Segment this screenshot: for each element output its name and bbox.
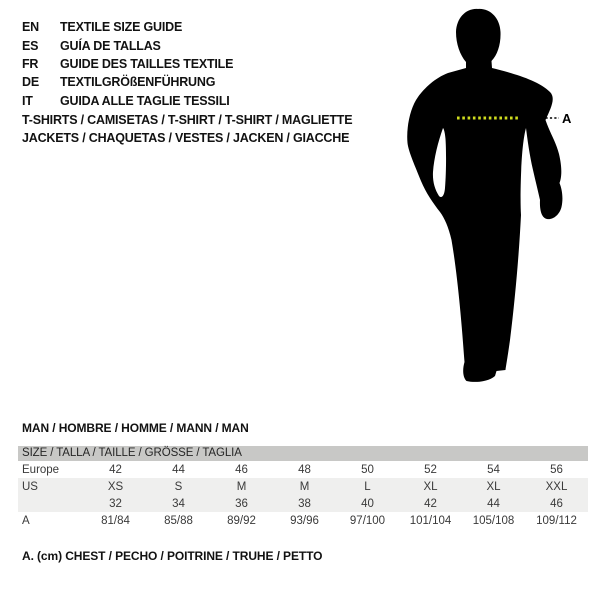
size-cell: 46	[235, 463, 248, 476]
size-cell: 46	[550, 497, 563, 510]
table-row	[18, 495, 588, 512]
language-row	[22, 36, 233, 54]
language-list	[22, 18, 233, 110]
size-cell: 48	[298, 463, 311, 476]
size-cell: 105/108	[472, 514, 515, 527]
category-lines	[22, 111, 352, 148]
row-label: A	[22, 514, 30, 527]
size-cell: XL	[423, 480, 438, 493]
size-cell: XXL	[545, 480, 568, 493]
language-code: FR	[22, 56, 39, 71]
size-cell: 54	[487, 463, 500, 476]
size-cell: 34	[172, 497, 185, 510]
man-silhouette	[407, 9, 562, 382]
size-cell: 93/96	[290, 514, 319, 527]
size-cell: 56	[550, 463, 563, 476]
size-table-body	[18, 461, 588, 529]
language-code: DE	[22, 75, 39, 90]
category-jackets: JACKETS / CHAQUETAS / VESTES / JACKEN / GIACCHE	[22, 131, 350, 146]
size-cell: 50	[361, 463, 374, 476]
size-cell: 32	[109, 497, 122, 510]
size-cell: 89/92	[227, 514, 256, 527]
language-row	[22, 18, 233, 36]
size-cell: 44	[487, 497, 500, 510]
section-title-man: MAN / HOMBRE / HOMME / MANN / MAN	[22, 421, 249, 435]
category-tshirts: T-SHIRTS / CAMISETAS / T-SHIRT / T-SHIRT / MAGLIETTE	[22, 113, 353, 127]
row-label: US	[22, 480, 38, 493]
language-code: EN	[22, 20, 39, 35]
language-code: IT	[22, 93, 33, 108]
row-label: Europe	[22, 463, 60, 476]
table-row	[18, 461, 588, 478]
size-cell: 42	[424, 497, 437, 510]
size-table	[18, 446, 588, 529]
size-cell: 36	[235, 497, 248, 510]
language-title: GUIDE DES TAILLES TEXTILE	[60, 56, 234, 71]
size-cell: 81/84	[101, 514, 130, 527]
size-cell: 40	[361, 497, 374, 510]
size-table-header: SIZE / TALLA / TAILLE / GRÖSSE / TAGLIA	[18, 446, 588, 461]
size-cell: 42	[109, 463, 122, 476]
language-title: GUIDA ALLE TAGLIE TESSILI	[60, 93, 230, 108]
size-cell: 97/100	[349, 514, 386, 527]
size-cell: 52	[424, 463, 437, 476]
size-cell: 38	[298, 497, 311, 510]
language-title: TEXTILGRÖßENFÜHRUNG	[60, 75, 216, 90]
size-cell: L	[364, 480, 371, 493]
size-cell: XL	[486, 480, 501, 493]
size-cell: 109/112	[536, 514, 577, 527]
language-code: ES	[22, 38, 39, 53]
language-row	[22, 55, 233, 73]
size-cell: S	[174, 480, 183, 493]
language-row	[22, 73, 233, 91]
language-title: TEXTILE SIZE GUIDE	[60, 20, 183, 35]
table-row	[18, 512, 588, 529]
size-cell: 85/88	[164, 514, 193, 527]
table-row	[18, 478, 588, 495]
size-cell: 44	[172, 463, 185, 476]
man-silhouette-figure	[400, 0, 600, 400]
measure-label-a: A	[562, 111, 572, 126]
size-cell: M	[236, 480, 247, 493]
size-cell: 101/104	[409, 514, 452, 527]
footnote-chest: A. (cm) CHEST / PECHO / POITRINE / TRUHE / PETTO	[22, 549, 323, 563]
language-row	[22, 92, 233, 110]
size-cell: XS	[107, 480, 124, 493]
language-title: GUÍA DE TALLAS	[60, 38, 161, 53]
size-cell: M	[299, 480, 310, 493]
